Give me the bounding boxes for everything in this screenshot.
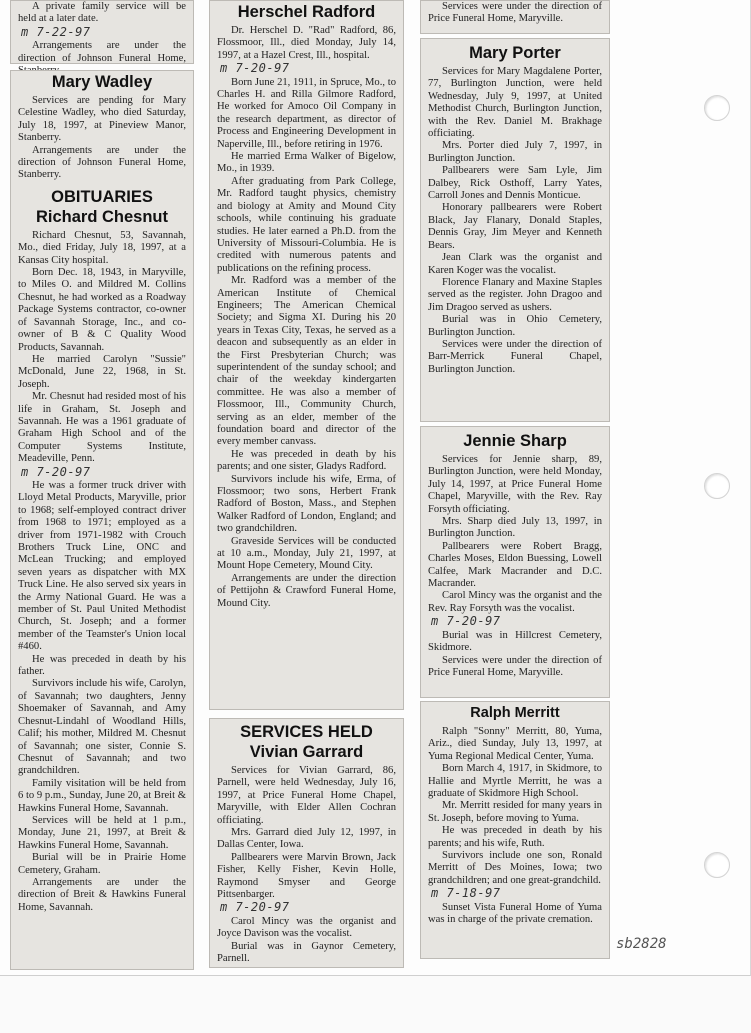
handwritten-date: m 7-20-97	[431, 614, 501, 629]
paragraph: Mrs. Sharp died July 13, 1997, in Burlington Junction.	[428, 516, 602, 540]
clipping-herschel-radford	[209, 0, 404, 710]
paragraph: Dr. Herschel D. "Rad" Radford, 86, Flossmoor, Ill., died Monday, July 14, 1997, at a Hazel Crest, Ill., hospital.	[217, 25, 396, 61]
paragraph: Services were under the direction of Price Funeral Home, Maryville.	[428, 1, 602, 25]
paragraph: Mrs. Garrard died July 12, 1997, in Dallas Center, Iowa.	[217, 827, 396, 851]
paragraph: Burial will be in Prairie Home Cemetery, Graham.	[18, 852, 186, 876]
handwritten-date: m 7-20-97	[220, 900, 290, 915]
paragraph: Mr. Merritt resided for many years in St. Joseph, before moving to Yuma.	[428, 800, 602, 824]
clipping-johnson-arrangements	[10, 0, 194, 64]
obituary-heading-ralph-merritt: Ralph Merritt	[470, 705, 560, 721]
paragraph: Pallbearers were Marvin Brown, Jack Fisher, Kelly Fisher, Kevin Holle, Raymond Smyser and George Pittsenbarger.	[217, 851, 396, 901]
handwritten-date: m 7-22-97	[21, 24, 91, 39]
paragraph: Florence Flanary and Maxine Staples served as the register. John Dragoo and Jim Dragoo served as ushers.	[428, 276, 602, 313]
paragraph: A private family service will be held at a later date.	[18, 1, 186, 25]
paragraph: Family visitation will be held from 6 to 9 p.m., Sunday, June 20, at Breit & Hawkins Funeral Home, Savannah.	[18, 777, 186, 814]
section-heading-services-held: SERVICES HELD	[240, 723, 373, 741]
obituary-heading-herschel-radford: Herschel Radford	[237, 3, 376, 21]
obituary-heading-jennie-sharp: Jennie Sharp	[463, 432, 567, 450]
clipping-jennie-sharp	[420, 426, 610, 698]
paragraph: Arrangements are under the direction of Johnson Funeral Home,	[18, 40, 186, 64]
obituary-heading-mary-wadley: Mary Wadley	[51, 73, 153, 91]
paragraph: Sunset Vista Funeral Home of Yuma was in charge of the private cremation.	[428, 901, 602, 926]
paragraph: Mr. Chesnut had resided most of his life in Graham, St. Joseph and Savannah. He was a 1961 graduate of Graham High School and of the Computer Systems Institute, Meadeville, Penn.	[18, 391, 186, 465]
paragraph: Richard Chesnut, 53, Savannah, Mo., died Friday, July 18, 1997, at a Kansas City hospital.	[18, 229, 186, 266]
paragraph: He was preceded in death by his father.	[18, 653, 186, 678]
binder-hole-top	[704, 95, 730, 121]
paragraph: Services were under the direction of Price Funeral Home, Maryville.	[428, 654, 602, 678]
paragraph: Honorary pallbearers were Robert Black, Jay Flanary, Donald Staples, Dennis Gray, Jim Meyer and Kenneth Bears.	[428, 202, 602, 251]
section-heading-obituaries: OBITUARIES	[51, 187, 153, 206]
paragraph: Jean Clark was the organist and Karen Koger was the vocalist.	[428, 252, 602, 276]
clipping-price-arrangements	[420, 0, 610, 34]
paragraph: Survivors include his wife, Erma, of Flossmoor; two sons, Herbert Frank Radford of Boston, Mass., and Stephen Walker Radford of London, England; and two grandchildren.	[217, 473, 396, 535]
paragraph: He was preceded in death by his parents; and his wife, Ruth.	[428, 825, 602, 849]
clipping-wadley-chesnut	[10, 70, 194, 970]
paragraph: Born June 21, 1911, in Spruce, Mo., to Charles H. and Rilla Gilmore Radford, He worked for Amoco Oil Company in the research department, as director of Process and Engineering Development in Naperville, Ill., before retiring in 1976.	[217, 76, 396, 150]
paragraph: Ralph "Sonny" Merritt, 80, Yuma, Ariz., died Sunday, July 13, 1997, at Yuma Regional Medical Center, Yuma.	[428, 726, 602, 762]
binder-hole-middle	[704, 473, 730, 499]
paragraph: Survivors include one son, Ronald Merritt of Des Moines, Iowa; two grandchildren; and one great-grandchild.	[428, 850, 602, 886]
clipping-ralph-merritt	[420, 701, 610, 959]
paragraph: Arrangements are under the direction of Johnson Funeral Home, Stanberry.	[18, 144, 186, 181]
paragraph: After graduating from Park College, Mr. Radford taught physics, chemistry and biology at Amity and Mound City schools, while continuing his graduate studies. He later earned a Ph.D. from the University of Missouri-Columbia. He is credited with numerous patents and publications on the refining process.	[217, 175, 396, 274]
paragraph: Arrangements are under the direction of Pettijohn & Crawford Funeral Home, Mound City.	[217, 572, 396, 609]
handwritten-date: m 7-20-97	[220, 61, 290, 76]
paragraph: Pallbearers were Robert Bragg, Charles Moses, Eldon Buessing, Lowell Calfee, Mark Macrander and D.C. Macrander.	[428, 540, 602, 590]
paragraph: Services will be held at 1 p.m., Monday, June 21, 1997, at Breit & Hawkins Funeral Home, Savannah.	[18, 814, 186, 851]
paragraph: Born March 4, 1917, in Skidmore, to Hallie and Myrtle Merritt, he was a graduate of Skidmore High School.	[428, 763, 602, 800]
clipping-mary-porter	[420, 38, 610, 422]
paragraph: Mrs. Porter died July 7, 1997, in Burlington Junction.	[428, 140, 602, 164]
paragraph: Carol Mincy was the organist and Joyce Davison was the vocalist.	[217, 915, 396, 940]
handwritten-date: m 7-18-97	[431, 886, 501, 901]
paragraph: Services are pending for Mary Celestine Wadley, who died Saturday, July 18, 1997, at Pineview Manor, Stanberry.	[18, 95, 186, 144]
obituary-heading-richard-chesnut: Richard Chesnut	[35, 207, 169, 226]
clipping-vivian-garrard	[209, 718, 404, 968]
paragraph: Carol Mincy was the organist and the Rev. Ray Forsyth was the vocalist.	[428, 590, 602, 614]
paragraph: Services for Jennie sharp, 89, Burlington Junction, were held Monday, July 14, 1997, at Price Funeral Home Chapel, Maryville, with the Rev. Ray Forsyth officiating.	[428, 454, 602, 515]
paragraph: Survivors include his wife, Carolyn, of Savannah; two daughters, Jenny Shoemaker of Savannah, and Amy Chesnut-Lindahl of Woodland Hills, Calif; his mother, Mildred M. Chesnut of Savannah; one sister, Connie S. Chesnut of Savannah; and two grandchildren.	[18, 678, 186, 777]
paragraph: He married Carolyn "Sussie" McDonald, June 22, 1968, in St. Joseph.	[18, 353, 186, 390]
paragraph: Burial was in Gaynor Cemetery, Parnell.	[217, 940, 396, 965]
paragraph: Services for Vivian Garrard, 86, Parnell, were held Wednesday, July 16, 1997, at Price Funeral Home Chapel, Maryville, with Elder Allen Cochran officiating.	[217, 765, 396, 826]
paragraph: Born Dec. 18, 1943, in Maryville, to Miles O. and Mildred M. Collins Chesnut, he had worked as a Roadway Package Systems contractor, co-owner of Savannah Storage, Inc., and co-owner of B & C Quality Wood Products, Savannah.	[18, 267, 186, 353]
paragraph: Burial was in Hillcrest Cemetery, Skidmore.	[428, 629, 602, 654]
paragraph: Services for Mary Magdalene Porter, 77, Burlington Junction, were held Wednesday, July 9, 1997, at United Methodist Church, Burlington Junction, with the Rev. Daniel M. Brakhage officiating.	[428, 66, 602, 140]
paragraph: Burial was in Ohio Cemetery, Burlington Junction.	[428, 314, 602, 338]
paragraph: He was a former truck driver with Lloyd Metal Products, Maryville, prior to 1968; self-employed contract driver from 1968 to 1971; employed as a driver from 1971-1982 with Crouch Brothers Truck Line, ONC and McLean Trucking; and employed seven years as dispatcher with MX Truck Line. He also served six years in the Army National Guard. He was a member of St. Paul United Methodist Church, St. Joseph; and a former member of the Teamster's Union local #460.	[18, 479, 186, 653]
paragraph: Pallbearers were Sam Lyle, Jim Dalbey, Rick Osthoff, Larry Yates, Carroll Jones and Dennis Monticue.	[428, 165, 602, 202]
obituary-heading-mary-porter: Mary Porter	[469, 44, 561, 62]
page-id-label: sb2828	[616, 936, 667, 952]
binder-hole-bottom	[704, 852, 730, 878]
paragraph: He was preceded in death by his parents; and one sister, Gladys Radford.	[217, 448, 396, 473]
paragraph: He married Erma Walker of Bigelow, Mo., in 1939.	[217, 151, 396, 175]
paragraph: Graveside Services will be conducted at 10 a.m., Monday, July 21, 1997, at Mount Hope Cemetery, Mound City.	[217, 535, 396, 572]
paragraph: Mr. Radford was a member of the American Institute of Chemical Engineers; The American Chemical Society; and Sigma XI. During his 20 years in Texas City, Texas, he served as a deacon and subsequently as an elder in the First Presbyterian Church; was superintendent of the sunday school; and chair of the weekday kindergarten committee. He was also a member of Flossmoor, Ill., Community Church, serving as an elder, member of the foundation board and director of the every member canvass.	[217, 275, 396, 448]
paragraph: Services were under the direction of Barr-Merrick Funeral Chapel, Burlington Junction.	[428, 338, 602, 375]
paragraph: Arrangements are under the direction of Breit & Hawkins Funeral Home, Savannah.	[18, 876, 186, 913]
handwritten-date: m 7-20-97	[21, 464, 91, 479]
obituary-heading-vivian-garrard: Vivian Garrard	[249, 743, 364, 761]
